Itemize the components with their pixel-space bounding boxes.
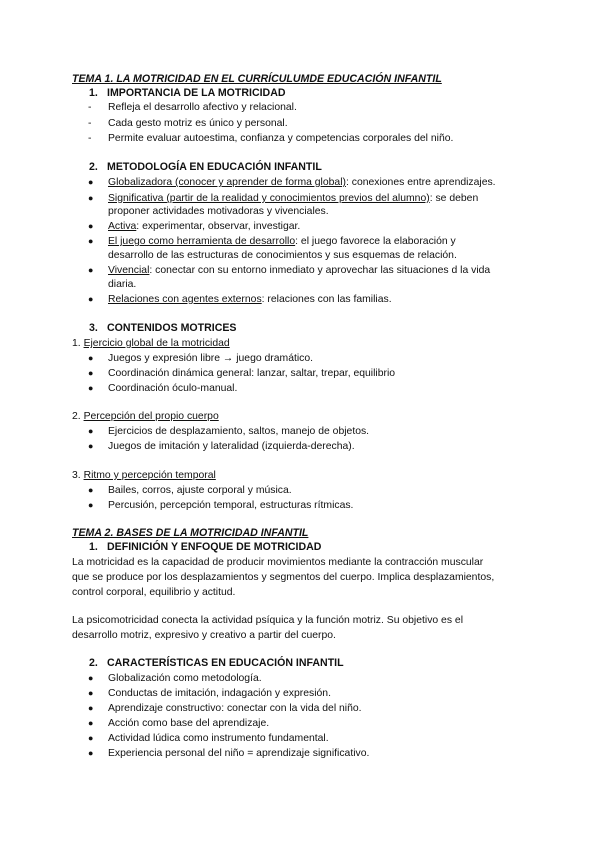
dash-marker: - (88, 133, 92, 144)
subgroup-heading: 3. Ritmo y percepción temporal (72, 470, 216, 481)
bullet-marker: ● (88, 673, 94, 683)
section-number: 1. (89, 541, 98, 553)
paragraph-line: desarrollo motriz, expresivo y creativo a partir del cuerpo. (72, 630, 336, 641)
paragraph-line: que se produce por los desplazamientos y segmentos del cuerpo. Implica desplazamientos, (72, 572, 495, 583)
paragraph-line: La motricidad es la capacidad de producir movimientos mediante la contracción muscular (72, 557, 484, 568)
bullet-marker: ● (88, 733, 94, 743)
bullet-marker: ● (88, 353, 94, 363)
bullet-marker: ● (88, 368, 94, 378)
dash-marker: - (88, 102, 92, 113)
section-title: DEFINICIÓN Y ENFOQUE DE MOTRICIDAD (107, 541, 322, 553)
bullet-marker: ● (88, 221, 94, 231)
subgroup-heading: 2. Percepción del propio cuerpo (72, 411, 219, 422)
section-heading (89, 657, 344, 670)
list-item-continuation: diaria. (108, 279, 137, 290)
document-page: TEMA 1. LA MOTRICIDAD EN EL CURRÍCULUMDE EDUCACIÓN INFANTIL 1. IMPORTANCIA DE LA MOTRICIDAD - Refleja el desarrollo afectivo y relacional. - Cada gesto motriz es único y personal. - Permite evaluar autoestima, confianza y competencias corporales del niño. 2. METODOLOGÍA EN EDUCACIÓN INFANTIL ● Globalizadora (conocer y aprender de forma global): conexiones entre aprendizajes. ● Significativa (partir de la realidad y conocimientos previos del alumno): se deben proponer actividades motivadoras y vivenciales. ● Activa: experimentar, observar, investigar. ● El juego como herramienta de desarrollo: el juego favorece la elaboración y desarrollo de las estructuras de conocimientos y sus esquemas de relación. ● Vivencial: conectar con su entorno inmediato y aprovechar las situaciones d la vida diaria. ● Relaciones con agentes externos: relaciones con las familias. 3. CONTENIDOS MOTRICES 1. Ejercicio global de la motricidad ● Juegos y expresión libre → juego dramático. ● Coordinación dinámica general: lanzar, saltar, trepar, equilibrio ● Coordinación óculo-manual. 2. Percepción del propio cuerpo ● Ejercicios de desplazamiento, saltos, manejo de objetos. ● Juegos de imitación y lateralidad (izquierda-derecha). 3. Ritmo y percepción temporal ● Bailes, corros, ajuste corporal y música. ● Percusión, percepción temporal, estructuras rítmicas. TEMA 2. BASES DE LA MOTRICIDAD INFANTIL 1. DEFINICIÓN Y ENFOQUE DE MOTRICIDAD La motricidad es la capacidad de producir movimientos mediante la contracción muscular que se produce por los desplazamientos y segmentos del cuerpo. Implica desplazamientos, control corporal, equilibrio y actitud. La psicomotricidad conecta la actividad psíquica y la función motriz. Su objetivo es el desarrollo motriz, expresivo y creativo a partir del cuerpo. 2. CARACTERÍSTICAS EN EDUCACIÓN INFANTIL ● Globalización como metodología. ● Conductas de imitación, indagación y expresión. ● Aprendizaje constructivo: conectar con la vida del niño. ● Acción como base del aprendizaje. ● Actividad lúdica como instrumento fundamental. ● Experiencia personal del niño = aprendizaje significativo. (72, 73, 496, 759)
section-number: 1. (89, 87, 98, 99)
bullet-marker: ● (88, 426, 94, 436)
bullet-marker: ● (88, 265, 94, 275)
bullet-marker: ● (88, 193, 94, 203)
dash-marker: - (88, 118, 92, 129)
section-title: IMPORTANCIA DE LA MOTRICIDAD (107, 87, 286, 99)
section-heading (89, 87, 286, 100)
bullet-marker: ● (88, 485, 94, 495)
subgroup-heading: 1. Ejercicio global de la motricidad (72, 338, 230, 349)
bullet-marker: ● (88, 748, 94, 758)
section-heading (89, 161, 322, 174)
section-heading (89, 541, 321, 554)
paragraph-line: La psicomotricidad conecta la actividad psíquica y la función motriz. Su objetivo es el (72, 615, 464, 626)
list-item-continuation: proponer actividades motivadoras y vivenciales. (108, 206, 329, 217)
bullet-marker: ● (88, 688, 94, 698)
section-number: 2. (89, 161, 98, 173)
section-number: 2. (89, 657, 98, 669)
section-title: CARACTERÍSTICAS EN EDUCACIÓN INFANTIL (107, 657, 344, 669)
paragraph-line: control corporal, equilibrio y actitud. (72, 587, 236, 598)
bullet-marker: ● (88, 441, 94, 451)
section-heading (89, 322, 236, 335)
bullet-marker: ● (88, 500, 94, 510)
section-title: METODOLOGÍA EN EDUCACIÓN INFANTIL (107, 161, 322, 173)
bullet-marker: ● (88, 718, 94, 728)
bullet-marker: ● (88, 294, 94, 304)
bullet-marker: ● (88, 236, 94, 246)
section-number: 3. (89, 322, 98, 334)
list-item-continuation: desarrollo de las estructuras de conocimientos y sus esquemas de relación. (108, 250, 457, 261)
tema2-title: TEMA 2. BASES DE LA MOTRICIDAD INFANTIL (72, 527, 309, 539)
bullet-marker: ● (88, 177, 94, 187)
tema1-title: TEMA 1. LA MOTRICIDAD EN EL CURRÍCULUMDE EDUCACIÓN INFANTIL (72, 73, 442, 85)
bullet-marker: ● (88, 703, 94, 713)
section-title: CONTENIDOS MOTRICES (107, 322, 237, 334)
bullet-marker: ● (88, 383, 94, 393)
